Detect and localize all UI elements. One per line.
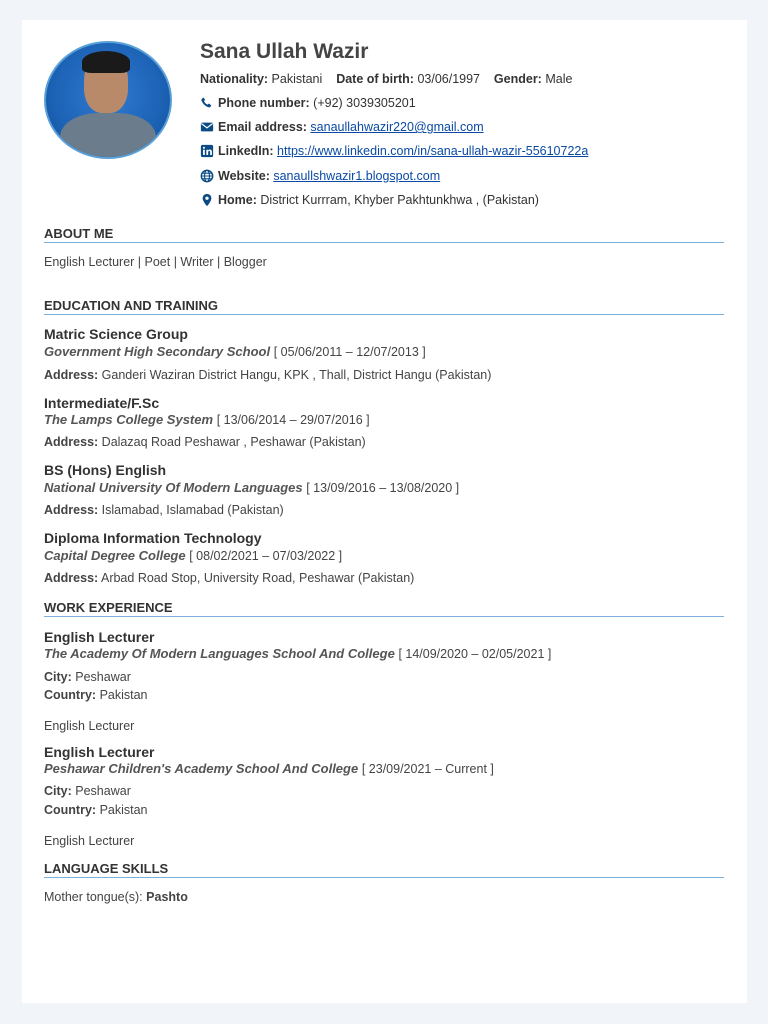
country-value: Pakistan xyxy=(99,688,148,702)
education-degree: BS (Hons) English xyxy=(44,462,167,478)
education-address xyxy=(44,435,366,449)
country-label: Country: xyxy=(44,803,97,817)
address-value: Ganderi Waziran District Hangu, KPK , Thall, District Hangu (Pakistan) xyxy=(101,368,492,382)
work-city xyxy=(44,670,131,684)
email-link[interactable]: sanaullahwazir220@gmail.com xyxy=(310,120,484,134)
nationality-value: Pakistani xyxy=(271,72,323,86)
education-section-title: EDUCATION AND TRAINING xyxy=(44,298,724,315)
map-pin-icon xyxy=(200,193,214,207)
cv-page xyxy=(22,20,747,1003)
phone-label: Phone number: xyxy=(218,96,310,110)
profile-photo xyxy=(44,41,172,159)
globe-icon xyxy=(200,169,214,183)
website-line xyxy=(200,169,440,183)
work-dates: [ 23/09/2021 – Current ] xyxy=(361,762,494,776)
photo-body xyxy=(60,113,156,159)
work-role: English Lecturer xyxy=(44,744,155,760)
education-address xyxy=(44,571,414,585)
city-label: City: xyxy=(44,670,72,684)
country-value: Pakistan xyxy=(99,803,148,817)
employer-name: The Academy Of Modern Languages School And College xyxy=(44,646,395,661)
institution-name: Capital Degree College xyxy=(44,548,186,563)
education-address xyxy=(44,368,491,382)
work-country xyxy=(44,803,148,817)
education-dates: [ 05/06/2011 – 12/07/2013 ] xyxy=(273,345,426,359)
home-line xyxy=(200,193,539,207)
dob-value: 03/06/1997 xyxy=(417,72,481,86)
website-link[interactable]: sanaullshwazir1.blogspot.com xyxy=(273,169,441,183)
home-value: District Kurrram, Khyber Pakhtunkhwa , (Pakistan) xyxy=(260,193,539,207)
gender-value: Male xyxy=(545,72,573,86)
education-dates: [ 13/06/2014 – 29/07/2016 ] xyxy=(216,413,370,427)
about-text: English Lecturer | Poet | Writer | Blogger xyxy=(44,255,267,269)
email-label: Email address: xyxy=(218,120,307,134)
education-degree: Diploma Information Technology xyxy=(44,530,262,546)
gender-label: Gender: xyxy=(493,72,542,86)
country-label: Country: xyxy=(44,688,97,702)
city-label: City: xyxy=(44,784,72,798)
work-employer-line xyxy=(44,646,551,661)
address-value: Islamabad, Islamabad (Pakistan) xyxy=(101,503,284,517)
phone-value: (+92) 3039305201 xyxy=(313,96,416,110)
dob-label: Date of birth: xyxy=(336,72,414,86)
education-degree: Intermediate/F.Sc xyxy=(44,395,160,411)
institution-name: National University Of Modern Languages xyxy=(44,480,303,495)
education-dates: [ 08/02/2021 – 07/03/2022 ] xyxy=(189,549,343,563)
city-value: Peshawar xyxy=(75,784,131,798)
work-description: English Lecturer xyxy=(44,719,135,733)
work-description: English Lecturer xyxy=(44,834,135,848)
work-dates: [ 14/09/2020 – 02/05/2021 ] xyxy=(398,647,552,661)
education-institution-line xyxy=(44,412,370,427)
work-employer-line xyxy=(44,761,494,776)
linkedin-line xyxy=(200,144,588,158)
education-degree: Matric Science Group xyxy=(44,326,188,342)
work-country xyxy=(44,688,148,702)
work-role: English Lecturer xyxy=(44,629,155,645)
education-institution-line xyxy=(44,480,459,495)
email-line xyxy=(200,120,484,134)
language-section-title: LANGUAGE SKILLS xyxy=(44,861,724,878)
phone-line xyxy=(200,96,416,110)
institution-name: The Lamps College System xyxy=(44,412,214,427)
city-value: Peshawar xyxy=(75,670,131,684)
website-label: Website: xyxy=(218,169,270,183)
work-section-title: WORK EXPERIENCE xyxy=(44,600,724,617)
address-value: Arbad Road Stop, University Road, Peshawar (Pakistan) xyxy=(100,571,415,585)
education-institution-line xyxy=(44,548,342,563)
personal-info-line xyxy=(200,72,572,86)
phone-icon xyxy=(200,96,214,110)
cv-name: Sana Ullah Wazir xyxy=(200,40,369,63)
mother-tongue-value: Pashto xyxy=(146,890,188,904)
address-label: Address: xyxy=(44,503,99,517)
education-dates: [ 13/09/2016 – 13/08/2020 ] xyxy=(306,481,460,495)
work-city xyxy=(44,784,131,798)
address-label: Address: xyxy=(44,571,99,585)
employer-name: Peshawar Children's Academy School And College xyxy=(44,761,359,776)
education-institution-line xyxy=(44,344,426,359)
education-address xyxy=(44,503,284,517)
address-label: Address: xyxy=(44,435,99,449)
institution-name: Government High Secondary School xyxy=(44,344,271,359)
mother-tongue-label: Mother tongue(s): xyxy=(44,890,143,904)
linkedin-label: LinkedIn: xyxy=(218,144,274,158)
mother-tongue-line xyxy=(44,890,188,904)
home-label: Home: xyxy=(218,193,257,207)
nationality-label: Nationality: xyxy=(200,72,269,86)
linkedin-icon xyxy=(200,144,214,158)
photo-hair xyxy=(82,51,130,73)
address-label: Address: xyxy=(44,368,99,382)
address-value: Dalazaq Road Peshawar , Peshawar (Pakistan) xyxy=(101,435,366,449)
linkedin-link[interactable]: https://www.linkedin.com/in/sana-ullah-wazir-55610722a xyxy=(277,144,589,158)
envelope-icon xyxy=(200,120,214,134)
about-section-title: ABOUT ME xyxy=(44,226,724,243)
